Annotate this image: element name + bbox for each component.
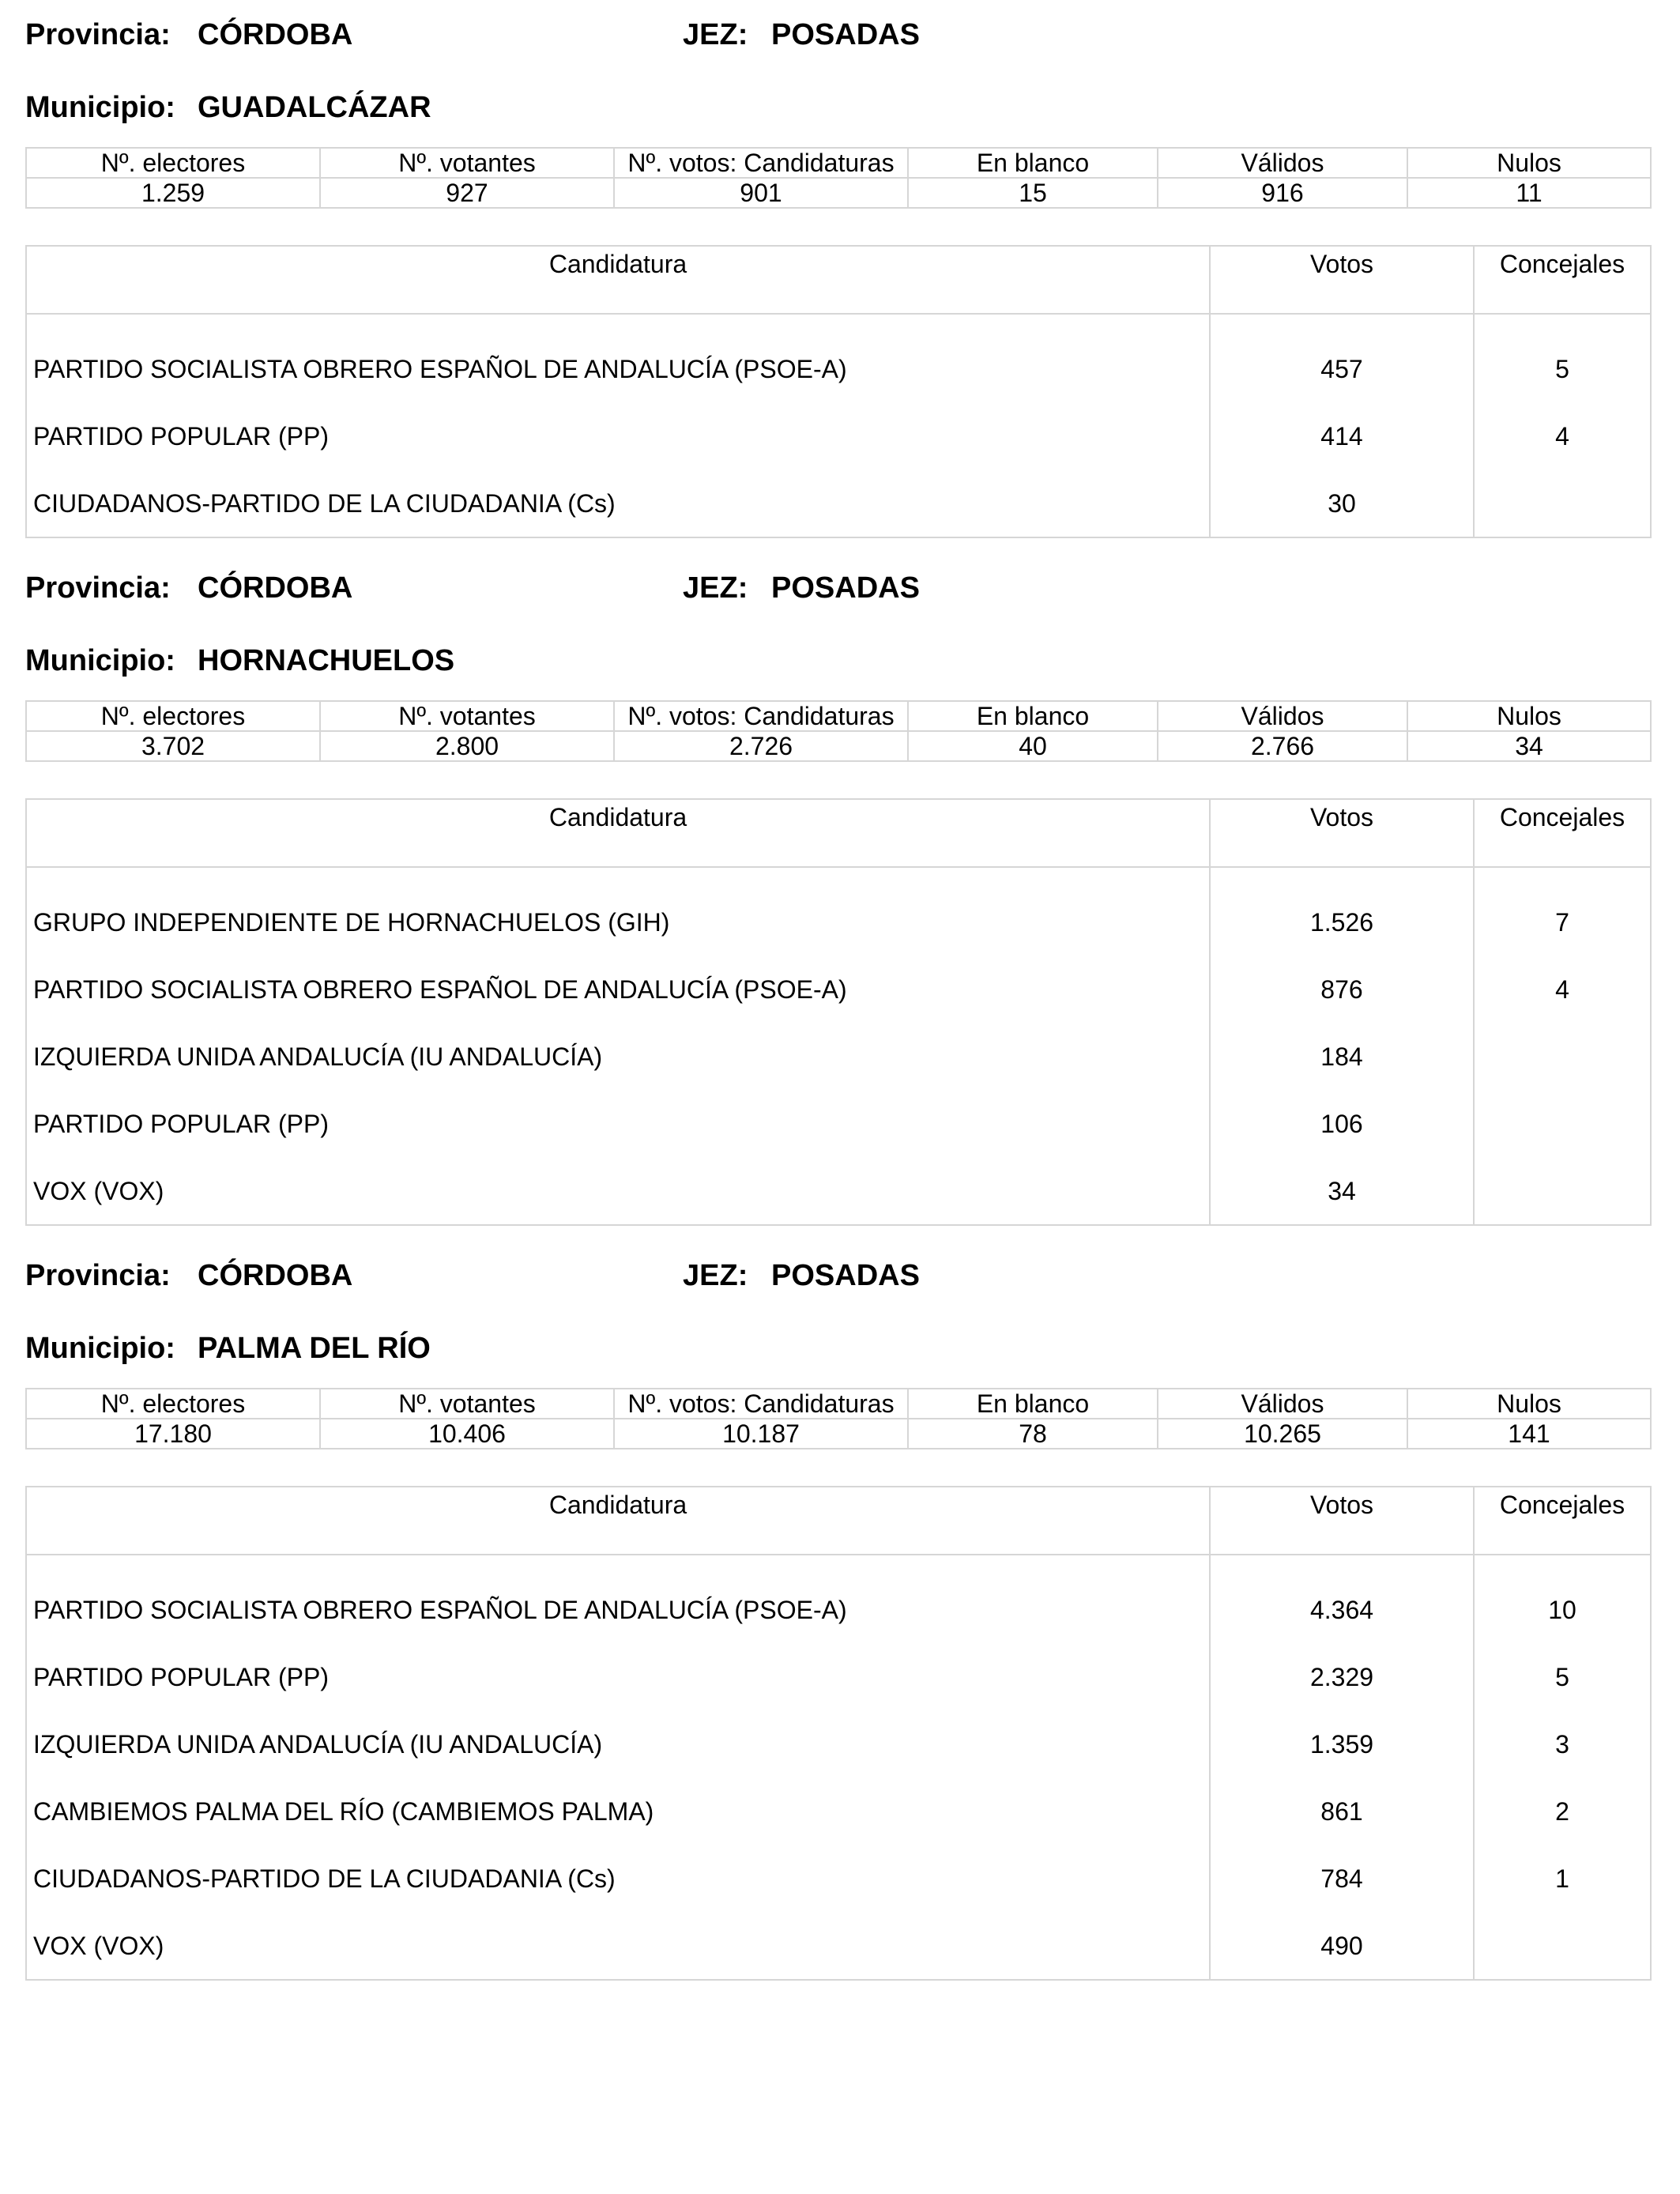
stats-header-validos: Válidos	[1158, 148, 1407, 178]
provincia-value: CÓRDOBA	[198, 571, 353, 605]
candidate-concejales	[1474, 1023, 1651, 1090]
candidate-name: IZQUIERDA UNIDA ANDALUCÍA (IU ANDALUCÍA)	[26, 1023, 1210, 1090]
provincia-value: CÓRDOBA	[198, 18, 353, 51]
candidate-concejales	[1474, 1090, 1651, 1157]
header-candidatura: Candidatura	[26, 1487, 1210, 1555]
candidate-name: PARTIDO POPULAR (PP)	[26, 1090, 1210, 1157]
candidate-row	[26, 1090, 1651, 1157]
provincia-label: Provincia:	[25, 1259, 171, 1292]
municipio-label: Municipio:	[25, 1332, 175, 1365]
candidate-name: PARTIDO POPULAR (PP)	[26, 402, 1210, 469]
candidate-row	[26, 402, 1651, 469]
stats-header-candidaturas: Nº. votos: Candidaturas	[614, 148, 908, 178]
section-header	[25, 553, 1650, 700]
stats-table	[25, 700, 1652, 762]
candidate-votos: 30	[1210, 469, 1474, 537]
jez-value: POSADAS	[771, 18, 920, 51]
candidate-row	[26, 314, 1651, 402]
municipio-value: PALMA DEL RÍO	[198, 1332, 431, 1365]
candidates-table	[25, 1486, 1652, 1981]
municipio-value: GUADALCÁZAR	[198, 91, 431, 124]
candidate-name: PARTIDO SOCIALISTA OBRERO ESPAÑOL DE ANDALUCÍA (PSOE-A)	[26, 956, 1210, 1023]
candidates-table	[25, 798, 1652, 1226]
candidate-concejales: 4	[1474, 956, 1651, 1023]
candidate-row	[26, 1710, 1651, 1777]
candidate-concejales: 3	[1474, 1710, 1651, 1777]
stats-header-electores: Nº. electores	[26, 148, 320, 178]
candidate-name: PARTIDO SOCIALISTA OBRERO ESPAÑOL DE ANDALUCÍA (PSOE-A)	[26, 314, 1210, 402]
stats-header-votantes: Nº. votantes	[320, 1389, 614, 1419]
candidate-concejales: 2	[1474, 1777, 1651, 1845]
jez-value: POSADAS	[771, 1259, 920, 1292]
section-header	[25, 0, 1650, 147]
stats-header-row	[26, 148, 1651, 178]
stats-header-row	[26, 1389, 1651, 1419]
candidate-name: VOX (VOX)	[26, 1157, 1210, 1225]
section-header	[25, 1241, 1650, 1388]
stats-value-nulos: 141	[1407, 1419, 1651, 1449]
stats-value-validos: 916	[1158, 178, 1407, 208]
header-votos: Votos	[1210, 1487, 1474, 1555]
candidate-votos: 414	[1210, 402, 1474, 469]
header-votos: Votos	[1210, 799, 1474, 867]
stats-value-candidaturas: 2.726	[614, 731, 908, 761]
candidate-row	[26, 1845, 1651, 1912]
stats-value-validos: 2.766	[1158, 731, 1407, 761]
candidate-row	[26, 1023, 1651, 1090]
jez-label: JEZ:	[683, 1259, 748, 1292]
candidate-row	[26, 1157, 1651, 1225]
candidate-votos: 490	[1210, 1912, 1474, 1980]
stats-value-electores: 3.702	[26, 731, 320, 761]
stats-header-blanco: En blanco	[908, 701, 1158, 731]
municipio-section	[25, 1241, 1650, 1981]
candidate-concejales: 10	[1474, 1555, 1651, 1643]
stats-header-votantes: Nº. votantes	[320, 148, 614, 178]
stats-header-votantes: Nº. votantes	[320, 701, 614, 731]
jez-label: JEZ:	[683, 571, 748, 605]
candidate-votos: 2.329	[1210, 1643, 1474, 1710]
candidate-name: PARTIDO POPULAR (PP)	[26, 1643, 1210, 1710]
candidate-votos: 106	[1210, 1090, 1474, 1157]
stats-header-validos: Válidos	[1158, 1389, 1407, 1419]
candidate-row	[26, 867, 1651, 956]
candidate-name: CIUDADANOS-PARTIDO DE LA CIUDADANIA (Cs)	[26, 1845, 1210, 1912]
candidate-name: CAMBIEMOS PALMA DEL RÍO (CAMBIEMOS PALMA)	[26, 1777, 1210, 1845]
candidate-concejales: 5	[1474, 314, 1651, 402]
candidate-votos: 1.359	[1210, 1710, 1474, 1777]
candidate-concejales	[1474, 469, 1651, 537]
stats-value-votantes: 2.800	[320, 731, 614, 761]
municipio-section	[25, 0, 1650, 538]
stats-value-blanco: 78	[908, 1419, 1158, 1449]
stats-value-row	[26, 178, 1651, 208]
stats-header-nulos: Nulos	[1407, 701, 1651, 731]
candidate-concejales: 1	[1474, 1845, 1651, 1912]
candidates-table	[25, 245, 1652, 538]
stats-header-electores: Nº. electores	[26, 701, 320, 731]
stats-value-nulos: 34	[1407, 731, 1651, 761]
candidate-name: GRUPO INDEPENDIENTE DE HORNACHUELOS (GIH)	[26, 867, 1210, 956]
candidates-header-row	[26, 1487, 1651, 1555]
jez-label: JEZ:	[683, 18, 748, 51]
candidate-concejales	[1474, 1157, 1651, 1225]
candidate-votos: 1.526	[1210, 867, 1474, 956]
stats-header-validos: Válidos	[1158, 701, 1407, 731]
stats-header-candidaturas: Nº. votos: Candidaturas	[614, 1389, 908, 1419]
candidate-votos: 876	[1210, 956, 1474, 1023]
candidate-concejales: 5	[1474, 1643, 1651, 1710]
header-concejales: Concejales	[1474, 246, 1651, 314]
candidate-name: PARTIDO SOCIALISTA OBRERO ESPAÑOL DE ANDALUCÍA (PSOE-A)	[26, 1555, 1210, 1643]
stats-value-row	[26, 1419, 1651, 1449]
candidate-votos: 184	[1210, 1023, 1474, 1090]
header-candidatura: Candidatura	[26, 246, 1210, 314]
header-concejales: Concejales	[1474, 799, 1651, 867]
candidate-name: IZQUIERDA UNIDA ANDALUCÍA (IU ANDALUCÍA)	[26, 1710, 1210, 1777]
stats-value-row	[26, 731, 1651, 761]
stats-header-electores: Nº. electores	[26, 1389, 320, 1419]
candidate-votos: 861	[1210, 1777, 1474, 1845]
municipio-label: Municipio:	[25, 644, 175, 677]
stats-value-electores: 1.259	[26, 178, 320, 208]
candidate-votos: 34	[1210, 1157, 1474, 1225]
stats-header-nulos: Nulos	[1407, 148, 1651, 178]
candidate-row	[26, 469, 1651, 537]
stats-header-nulos: Nulos	[1407, 1389, 1651, 1419]
header-concejales: Concejales	[1474, 1487, 1651, 1555]
municipio-label: Municipio:	[25, 91, 175, 124]
municipio-value: HORNACHUELOS	[198, 644, 455, 677]
header-candidatura: Candidatura	[26, 799, 1210, 867]
candidate-votos: 4.364	[1210, 1555, 1474, 1643]
stats-header-blanco: En blanco	[908, 148, 1158, 178]
candidates-header-row	[26, 799, 1651, 867]
stats-value-votantes: 927	[320, 178, 614, 208]
candidate-concejales: 7	[1474, 867, 1651, 956]
stats-value-blanco: 15	[908, 178, 1158, 208]
municipio-section	[25, 553, 1650, 1226]
candidate-name: CIUDADANOS-PARTIDO DE LA CIUDADANIA (Cs)	[26, 469, 1210, 537]
candidate-concejales	[1474, 1912, 1651, 1980]
stats-value-validos: 10.265	[1158, 1419, 1407, 1449]
candidate-row	[26, 1912, 1651, 1980]
stats-header-blanco: En blanco	[908, 1389, 1158, 1419]
candidate-votos: 457	[1210, 314, 1474, 402]
stats-value-nulos: 11	[1407, 178, 1651, 208]
stats-table	[25, 1388, 1652, 1449]
provincia-label: Provincia:	[25, 571, 171, 605]
stats-value-blanco: 40	[908, 731, 1158, 761]
candidates-header-row	[26, 246, 1651, 314]
stats-value-candidaturas: 901	[614, 178, 908, 208]
candidate-concejales: 4	[1474, 402, 1651, 469]
header-votos: Votos	[1210, 246, 1474, 314]
candidate-row	[26, 956, 1651, 1023]
candidate-name: VOX (VOX)	[26, 1912, 1210, 1980]
candidate-row	[26, 1643, 1651, 1710]
candidate-row	[26, 1777, 1651, 1845]
jez-value: POSADAS	[771, 571, 920, 605]
stats-value-candidaturas: 10.187	[614, 1419, 908, 1449]
stats-header-row	[26, 701, 1651, 731]
stats-value-votantes: 10.406	[320, 1419, 614, 1449]
provincia-label: Provincia:	[25, 18, 171, 51]
stats-table	[25, 147, 1652, 209]
candidate-row	[26, 1555, 1651, 1643]
provincia-value: CÓRDOBA	[198, 1259, 353, 1292]
candidate-votos: 784	[1210, 1845, 1474, 1912]
stats-header-candidaturas: Nº. votos: Candidaturas	[614, 701, 908, 731]
stats-value-electores: 17.180	[26, 1419, 320, 1449]
